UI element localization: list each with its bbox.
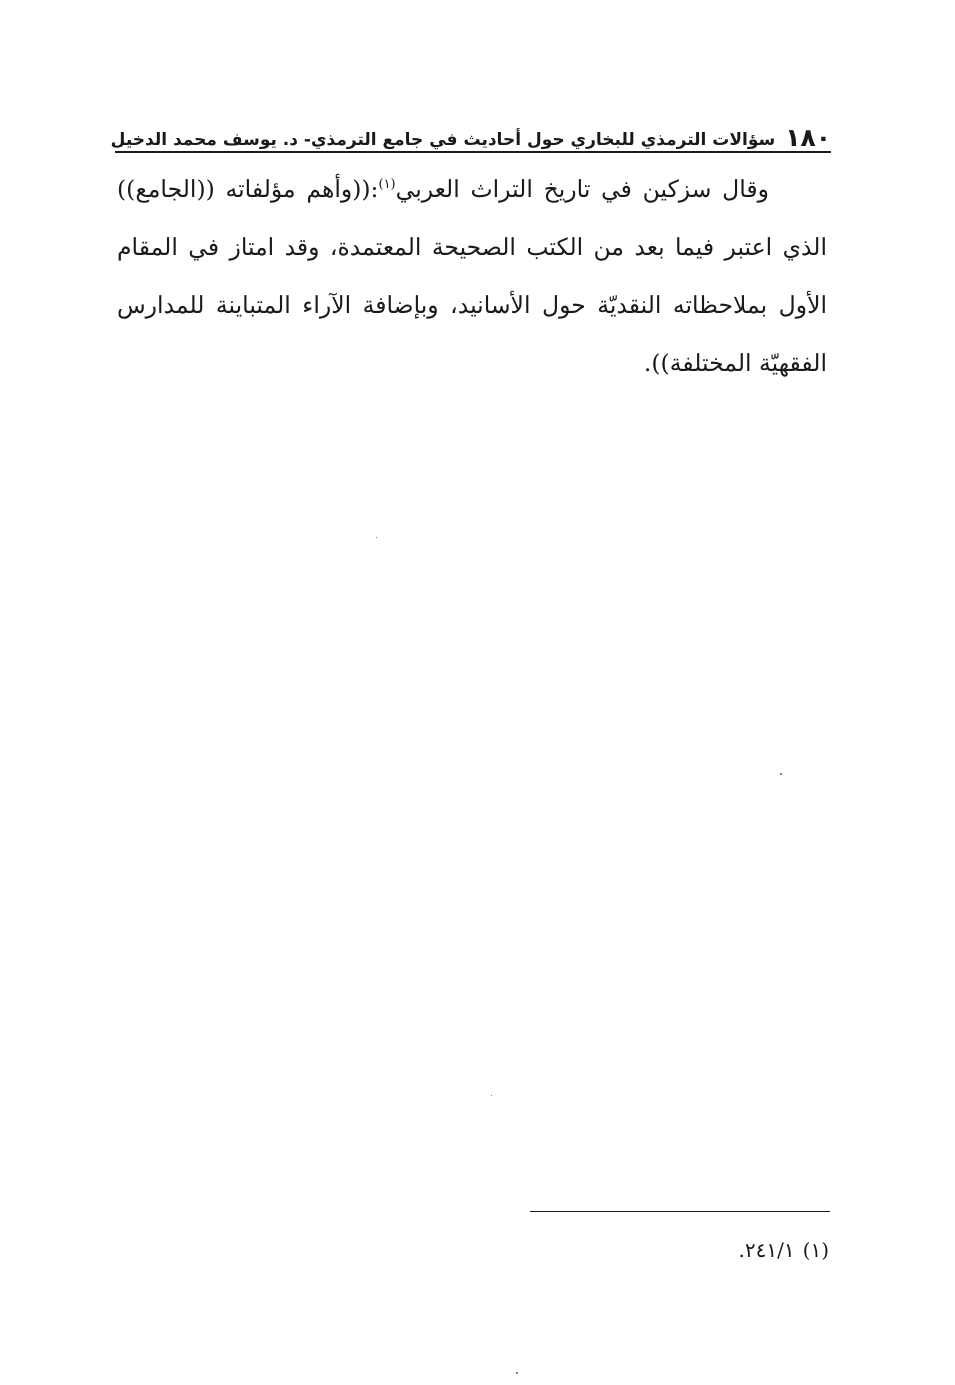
scan-speck [780, 773, 782, 775]
paragraph-text-rest: :((وأهم مؤلفاته ((الجامع)) الذي اعتبر فيما بعد من الكتب الصحيحة المعتمدة، وقد امتاز في المقام الأول بملاحظاته النقديّة حول الأسانيد، وبإضافة الآراء المتباينة للمدارس الفقهيّة المختلفة)). [117, 175, 827, 377]
page-number: ١٨٠ [785, 123, 831, 152]
scan-speck [376, 537, 377, 538]
footnote-divider [530, 1211, 830, 1212]
running-title: سؤالات الترمذي للبخاري حول أحاديث في جامع الترمذي- د. يوسف محمد الدخيل [110, 129, 776, 150]
footnote-text: ٢٤١/١. [738, 1238, 795, 1262]
scan-speck [491, 1095, 492, 1096]
scan-speck [516, 1372, 518, 1374]
running-header [110, 114, 831, 152]
body-paragraph [117, 160, 827, 392]
footnote [739, 1238, 829, 1262]
header-divider [115, 151, 831, 153]
footnote-reference: (١) [378, 177, 396, 193]
footnote-number: (١) [802, 1238, 829, 1262]
paragraph-text-start: وقال سزكين في تاريخ التراث العربي [395, 175, 769, 203]
